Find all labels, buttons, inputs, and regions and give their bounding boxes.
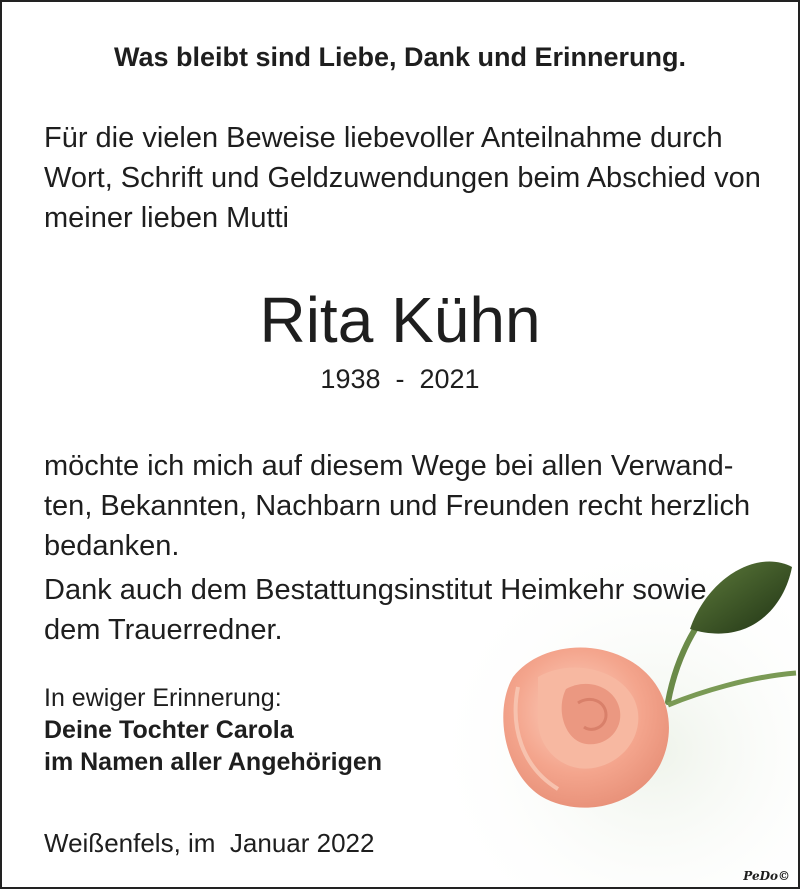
thanks-extra-text: Dank auch dem Bestattungsinstitut Heimkehr sowie dem Trauerredner.: [44, 574, 707, 646]
credit-mark: PeDo©: [743, 869, 790, 883]
heading: Was bleibt sind Liebe, Dank und Erinnerung.: [113, 42, 687, 72]
signature-name: Deine Tochter Carola: [44, 716, 294, 744]
place-date: Weißenfels, im Januar 2022: [44, 828, 375, 858]
life-dates: 1938 - 2021: [320, 364, 480, 394]
signature-family: im Namen aller Angehörigen: [44, 748, 383, 776]
intro-text: Für die vielen Beweise liebevoller Anteilnahme durch Wort, Schrift und Geldzuwendungen beim Abschied von meiner lieben Mutti: [44, 122, 761, 234]
thanks-text: möchte ich mich auf diesem Wege bei allen Verwand- ten, Bekannten, Nachbarn und Freunden recht herzlich bedanken.: [44, 450, 751, 562]
deceased-name: Rita Kühn: [259, 284, 541, 356]
signature-intro: In ewiger Erinnerung:: [44, 684, 282, 712]
